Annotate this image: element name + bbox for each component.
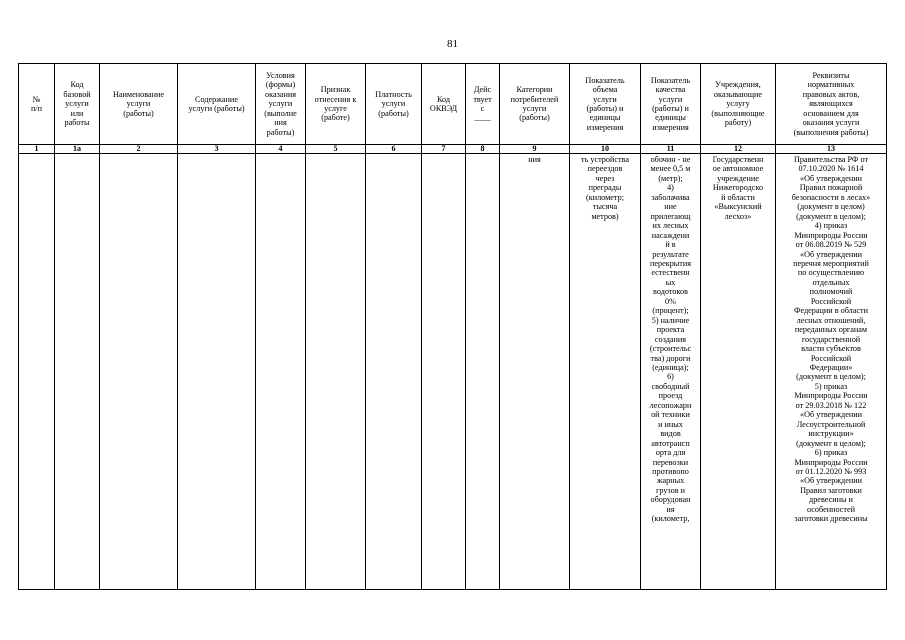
cell-legal-acts: Правительства РФ от 07.10.2020 № 1614 «Об утверждении Правил пожарной безопасности в лесах» (документ в целом) (документ в целом); 4) приказ Минприроды России от 06.08.2019 № 529 «Об утверждении перечня мероприятий по осуществлению отдельных полномочий Российской Федерации в области лесных отношений, переданных органам государственной власти субъектов Российской Федерации» (документ в целом); 5) приказ Минприроды России от 29.03.2018 № 122 «Об утверждении Лесоустроительной инструкции» (документ в целом); 6) приказ Минприроды России от 01.12.2020 № 993 «Об утверждении Правил заготовки древесины и особенностей заготовки древесины: [776, 154, 887, 590]
column-number: 1а: [55, 145, 100, 154]
column-number: 3: [178, 145, 256, 154]
cell-quality-indicator: обочин - не менее 0,5 м (метр); 4) заболачива ние прилегающ их лесных насаждени й в результате перекрытия естественн ых водотоков 0% (процент); 5) наличие проекта создания (строительс тва) дороги (единица); 6) свободный проезд лесопожарн ой техники и иных видов автотрансп орта для перевозки противопо жарных грузов и оборудован ия (километр,: [641, 154, 701, 590]
col-header-conditions: Условия (формы) оказания услуги (выполне ния работы): [256, 64, 306, 145]
cell-consumers: ния: [500, 154, 570, 590]
column-number: 13: [776, 145, 887, 154]
column-number: 5: [306, 145, 366, 154]
cell-institutions: Государственн ое автономное учреждение Нижегородско й области «Выксунский лесхоз»: [701, 154, 776, 590]
cell-payment: [366, 154, 422, 590]
column-number: 10: [570, 145, 641, 154]
col-header-payment: Платность услуги (работы): [366, 64, 422, 145]
cell-service-name: [100, 154, 178, 590]
cell-base-code: [55, 154, 100, 590]
col-header-okved: Код ОКВЭД: [422, 64, 466, 145]
column-number: 7: [422, 145, 466, 154]
column-number: 1: [19, 145, 55, 154]
col-header-attribute: Признак отнесения к услуге (работе): [306, 64, 366, 145]
column-number: 2: [100, 145, 178, 154]
cell-attribute: [306, 154, 366, 590]
col-header-legal-acts: Реквизиты нормативных правовых актов, являющихся основанием для оказания услуги (выполнения работы): [776, 64, 887, 145]
col-header-valid-from: Дейс твует с ____: [466, 64, 500, 145]
cell-valid-from: [466, 154, 500, 590]
cell-okved: [422, 154, 466, 590]
services-registry-table: [18, 63, 887, 590]
column-numbers-row: [19, 145, 887, 154]
col-header-base-code: Код базовой услуги или работы: [55, 64, 100, 145]
column-number: 9: [500, 145, 570, 154]
cell-conditions: [256, 154, 306, 590]
col-header-volume-indicator: Показатель объема услуги (работы) и единицы измерения: [570, 64, 641, 145]
col-header-number: № п/п: [19, 64, 55, 145]
col-header-service-content: Содержание услуги (работы): [178, 64, 256, 145]
col-header-consumers: Категории потребителей услуги (работы): [500, 64, 570, 145]
column-number: 11: [641, 145, 701, 154]
table-row: [19, 154, 887, 590]
cell-volume-indicator: ть устройства переездов через преграды (километр; тысяча метров): [570, 154, 641, 590]
header-row: [19, 64, 887, 145]
column-number: 6: [366, 145, 422, 154]
column-number: 4: [256, 145, 306, 154]
cell-service-content: [178, 154, 256, 590]
page-number: 81: [447, 38, 458, 50]
column-number: 12: [701, 145, 776, 154]
column-number: 8: [466, 145, 500, 154]
cell-number: [19, 154, 55, 590]
col-header-quality-indicator: Показатель качества услуги (работы) и единицы измерения: [641, 64, 701, 145]
col-header-institutions: Учреждения, оказывающие услугу (выполняющие работу): [701, 64, 776, 145]
col-header-service-name: Наименование услуги (работы): [100, 64, 178, 145]
